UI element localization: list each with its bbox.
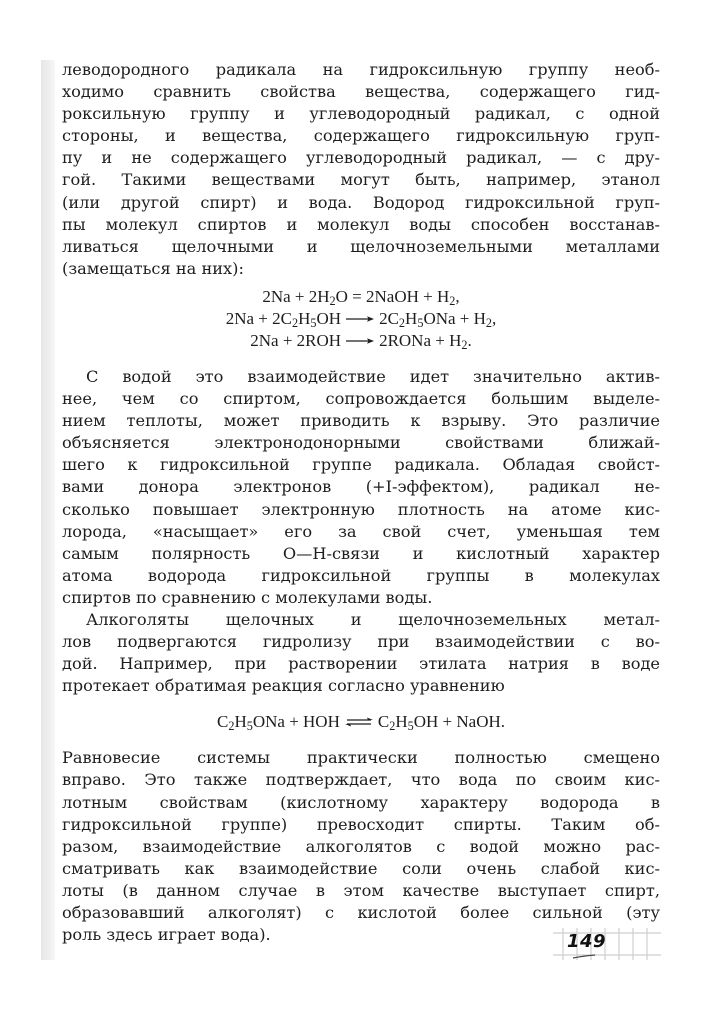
text-line: ходимо сравнить свойства вещества, содержащего гид- (62, 82, 660, 102)
text-line: лорода, «насыщает» его за свой счет, уменьшая тем (62, 521, 660, 541)
eq-text: , (492, 308, 497, 328)
eq-text: 2Na + 2H (262, 286, 330, 306)
text-line: роль здесь играет вода). (62, 925, 271, 945)
text-line: (замещаться на них): (62, 258, 244, 278)
scan-margin-strip (41, 60, 55, 960)
text-line: сматривать как взаимодействие соли очень слабой кис- (62, 858, 660, 878)
text-line: С водой это взаимодействие идет значительно актив- (86, 366, 660, 386)
text-line: нее, чем со спиртом, сопровождается большим выделе- (62, 389, 660, 409)
text-line: Равновесие системы практически полностью смещено (62, 748, 660, 768)
eq-subscript: 2 (329, 293, 336, 308)
text-line: леводородного радикала на гидроксильную группу необ- (62, 60, 660, 79)
eq-text: ONa + HOH (252, 712, 340, 732)
eq-subscript: 5 (246, 719, 253, 734)
eq-subscript: 2 (449, 293, 456, 308)
eq-subscript: 2 (485, 315, 493, 330)
paragraph-3 (62, 609, 660, 697)
eq-text: O = 2NaOH + H (335, 286, 450, 306)
text-line: шего к гидроксильной группе радикала. Обладая свойст- (62, 455, 660, 475)
eq-text: 2Na + 2ROH (250, 330, 342, 350)
eq-text: 2Na + 2C (225, 308, 292, 328)
eq-text: , (455, 286, 460, 306)
text-line: разом, взаимодействие алкоголятов с водой можно рас- (62, 836, 660, 856)
eq-text: OH + NaOH. (413, 712, 506, 732)
text-line: дой. Например, при растворении этилата натрия в воде (62, 654, 660, 674)
paragraph-1 (62, 59, 660, 280)
reaction-arrow-icon (345, 314, 375, 324)
equation-block-sodium-reactions (62, 286, 660, 352)
eq-text: 2C (379, 308, 399, 328)
text-line: лоты (в данном случае в этом качестве выступает спирт, (62, 880, 660, 900)
equation-ethoxide-hydrolysis (62, 711, 660, 733)
text-line: нием теплоты, может приводить к взрыву. Это различие (62, 411, 660, 431)
eq-text: . (467, 330, 472, 350)
eq-text: C (216, 712, 229, 732)
eq-text: H (395, 712, 408, 732)
text-line: атома водорода гидроксильной группы в молекулах (62, 565, 660, 585)
eq-subscript: 2 (398, 315, 406, 330)
text-line: гидроксильной группе) превосходит спирты. Таким об- (62, 814, 660, 834)
text-line: образовавший алкоголят) с кислотой более сильной (эту (62, 903, 660, 922)
equation-sodium-water (62, 286, 660, 308)
text-line: лотным свойствам (кислотному характеру водорода в (62, 792, 660, 812)
text-line: вами донора электронов (+I-эффектом), радикал не- (62, 477, 660, 497)
text-line: роксильную группу и углеводородный радикал, с одной (62, 104, 660, 124)
equation-sodium-ethanol (62, 308, 660, 330)
reaction-arrow-icon (345, 336, 375, 346)
equilibrium-arrow-icon (344, 717, 374, 727)
eq-subscript: 2 (389, 719, 396, 734)
eq-subscript: 2 (291, 315, 299, 330)
page-number: 149 (567, 931, 607, 952)
paragraph-2 (62, 366, 660, 609)
text-line: спиртов по сравнению с молекулами воды. (62, 587, 433, 607)
eq-subscript: 2 (228, 719, 235, 734)
equation-sodium-alcohol (62, 330, 660, 352)
eq-text: H (234, 712, 247, 732)
text-line: стороны, и вещества, содержащего гидроксильную груп- (62, 126, 660, 146)
equation-block-hydrolysis (62, 711, 660, 733)
page-body (62, 59, 660, 946)
eq-subscript: 2 (461, 337, 468, 352)
text-line: протекает обратимая реакция согласно уравнению (62, 676, 505, 696)
eq-text: OH (316, 308, 342, 328)
text-line: Алкоголяты щелочных и щелочноземельных метал- (86, 609, 660, 629)
text-line: (или другой спирт) и вода. Водород гидроксильной груп- (62, 192, 660, 212)
text-line: пы молекул спиртов и молекул воды способен восстанав- (62, 214, 660, 234)
paragraph-4 (62, 747, 660, 946)
text-line: гой. Такими веществами могут быть, например, этанол (62, 170, 660, 190)
text-line: самым полярность O—H-связи и кислотный характер (62, 543, 660, 563)
eq-subscript: 5 (407, 719, 414, 734)
text-line: сколько повышает электронную плотность на атоме кис- (62, 499, 660, 519)
text-line: лов подвергаются гидролизу при взаимодействии с во- (62, 632, 660, 652)
eq-subscript: 5 (310, 315, 317, 330)
text-line: объясняется электронодонорными свойствами ближай- (62, 433, 660, 453)
eq-text: H (298, 308, 311, 328)
text-line: ливаться щелочными и щелочноземельными металлами (62, 236, 660, 256)
eq-text: C (377, 712, 390, 732)
text-line: пу и не содержащего углеводородный радикал, — с дру- (62, 148, 660, 168)
eq-subscript: 5 (417, 315, 424, 330)
text-line: вправо. Это также подтверждает, что вода по своим кис- (62, 770, 660, 790)
eq-text: ONa + H (423, 308, 486, 328)
eq-text: H (405, 308, 418, 328)
page-number-box (553, 928, 661, 960)
eq-text: 2RONa + H (379, 330, 462, 350)
